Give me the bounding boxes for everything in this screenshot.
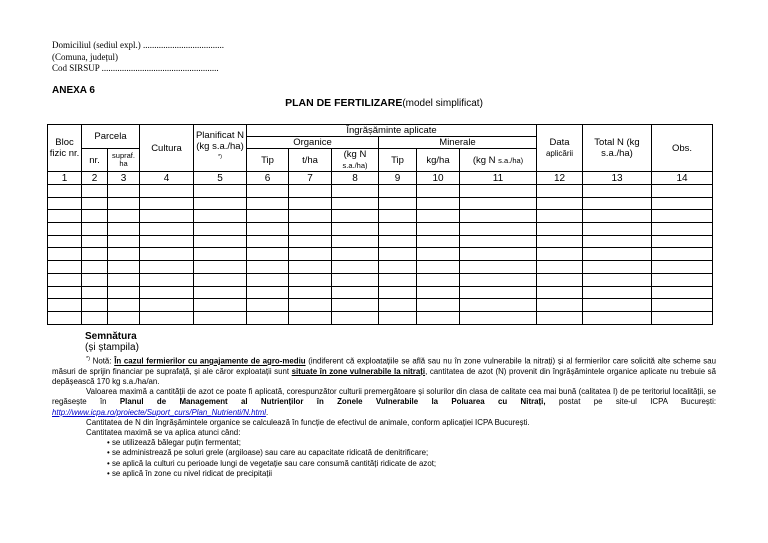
table-cell[interactable] [82, 286, 108, 299]
header-min-kgn [460, 149, 537, 172]
table-cell[interactable] [379, 299, 417, 312]
table-cell[interactable] [417, 299, 460, 312]
table-cell[interactable] [82, 197, 108, 210]
table-cell[interactable] [247, 299, 289, 312]
column-number-cell: 13 [583, 172, 652, 185]
table-cell[interactable] [82, 299, 108, 312]
table-cell[interactable] [140, 223, 194, 236]
table-row [48, 185, 713, 198]
table-cell[interactable] [583, 286, 652, 299]
table-cell[interactable] [48, 210, 82, 223]
table-cell[interactable] [332, 185, 379, 198]
table-cell[interactable] [417, 261, 460, 274]
column-number-cell: 12 [537, 172, 583, 185]
table-row [48, 286, 713, 299]
table-cell[interactable] [379, 311, 417, 324]
table-cell[interactable] [140, 235, 194, 248]
column-number-cell: 1 [48, 172, 82, 185]
column-number-cell: 10 [417, 172, 460, 185]
column-number-cell: 5 [194, 172, 247, 185]
column-number-cell: 4 [140, 172, 194, 185]
table-cell[interactable] [108, 311, 140, 324]
table-cell[interactable] [583, 311, 652, 324]
table-cell[interactable] [140, 299, 194, 312]
table-cell[interactable] [583, 210, 652, 223]
table-cell[interactable] [108, 235, 140, 248]
table-cell[interactable] [108, 210, 140, 223]
table-cell[interactable] [82, 235, 108, 248]
table-cell[interactable] [247, 210, 289, 223]
table-row [48, 197, 713, 210]
table-cell[interactable] [82, 223, 108, 236]
icpa-link[interactable]: http://www.icpa.ro/proiecte/Suport_curs/Plan_Nutrienti/N.html [52, 407, 267, 417]
table-cell[interactable] [194, 235, 247, 248]
column-number-row [48, 172, 713, 185]
table-cell[interactable] [289, 273, 332, 286]
header-parcela: Parcela [82, 125, 140, 149]
note2-text: Valoarea maximă a cantității de azot ce poate fi aplicată, corespunzător culturii premergătoare și solurilor din clasa de calitate cea mai bună (calitatea I) de pe teritoriul localității, se regăsește în [52, 387, 716, 407]
title-subtitle: (model simplificat) [402, 98, 483, 109]
header-total-n: Total N (kg s.a./ha) [583, 125, 652, 172]
table-cell[interactable] [108, 261, 140, 274]
table-cell[interactable] [108, 185, 140, 198]
note2-plan-title: Planul de Management al Nutrienților în Zonele Vulnerabile la Poluarea cu Nitrați, [119, 397, 546, 407]
table-cell[interactable] [379, 197, 417, 210]
table-cell[interactable] [247, 235, 289, 248]
table-cell[interactable] [108, 286, 140, 299]
table-cell[interactable] [332, 286, 379, 299]
note2-end: . [266, 407, 269, 417]
table-cell[interactable] [48, 235, 82, 248]
table-cell[interactable] [289, 197, 332, 210]
notes-section [52, 354, 716, 479]
table-cell[interactable] [247, 273, 289, 286]
column-number-cell: 3 [108, 172, 140, 185]
table-cell[interactable] [460, 273, 537, 286]
table-cell[interactable] [48, 185, 82, 198]
table-cell[interactable] [652, 311, 713, 324]
table-cell[interactable] [537, 248, 583, 261]
table-cell[interactable] [48, 248, 82, 261]
table-cell[interactable] [417, 197, 460, 210]
table-cell[interactable] [289, 311, 332, 324]
table-cell[interactable] [652, 248, 713, 261]
table-cell[interactable] [417, 311, 460, 324]
table-cell[interactable] [460, 286, 537, 299]
table-cell[interactable] [652, 197, 713, 210]
table-cell[interactable] [537, 185, 583, 198]
table-cell[interactable] [247, 248, 289, 261]
table-cell[interactable] [140, 248, 194, 261]
table-cell[interactable] [460, 248, 537, 261]
table-cell[interactable] [289, 210, 332, 223]
table-cell[interactable] [194, 185, 247, 198]
min-kgn-unit: s.a./ha) [498, 155, 524, 165]
table-cell[interactable] [652, 235, 713, 248]
table-cell[interactable] [537, 223, 583, 236]
planificat-label: Planificat N (kg s.a./ha) [195, 130, 245, 153]
table-cell[interactable] [460, 235, 537, 248]
column-number-cell: 2 [82, 172, 108, 185]
data-label: Data [549, 137, 570, 148]
table-cell[interactable] [652, 299, 713, 312]
table-cell[interactable] [417, 185, 460, 198]
table-cell[interactable] [82, 311, 108, 324]
table-cell[interactable] [332, 235, 379, 248]
table-cell[interactable] [460, 197, 537, 210]
note-mark: *) [86, 356, 90, 362]
header-org-tha: t/ha [289, 149, 332, 172]
table-cell[interactable] [108, 223, 140, 236]
table-cell[interactable] [379, 235, 417, 248]
table-cell[interactable] [583, 197, 652, 210]
table-cell[interactable] [379, 286, 417, 299]
table-cell[interactable] [82, 210, 108, 223]
signature-block [85, 331, 139, 353]
table-cell[interactable] [247, 185, 289, 198]
column-number-cell: 11 [460, 172, 537, 185]
note1-end: , cantitatea de azot (N) provenit din îngrășămintele organice aplicate nu trebuie să depășească 170 kg s.a./ha/an. [52, 366, 716, 387]
header-data [537, 125, 583, 172]
table-row [48, 248, 713, 261]
table-cell[interactable] [194, 273, 247, 286]
table-cell[interactable] [379, 185, 417, 198]
table-cell[interactable] [289, 286, 332, 299]
table-cell[interactable] [417, 286, 460, 299]
signature-label: Semnătura [85, 331, 137, 342]
column-number-cell: 9 [379, 172, 417, 185]
table-cell[interactable] [289, 299, 332, 312]
conditions-list [52, 438, 716, 479]
condition-item: • se aplică în zone cu nivel ridicat de precipitații [52, 469, 716, 479]
table-cell[interactable] [140, 311, 194, 324]
table-cell[interactable] [247, 311, 289, 324]
note1-intro: Notă: [89, 356, 115, 366]
table-cell[interactable] [652, 185, 713, 198]
table-cell[interactable] [194, 311, 247, 324]
header-org-tip: Tip [247, 149, 289, 172]
table-row [48, 210, 713, 223]
table-cell[interactable] [247, 286, 289, 299]
table-cell[interactable] [140, 210, 194, 223]
note1-agro-mediu: În cazul fermierilor cu angajamente de agro-mediu [114, 356, 306, 366]
table-cell[interactable] [537, 235, 583, 248]
note-paragraph-2 [52, 387, 716, 418]
table-cell[interactable] [417, 223, 460, 236]
condition-item: • se administrează pe soluri grele (argiloase) sau care au capacitate ridicată de denitrificare; [52, 448, 716, 458]
header-obs: Obs. [652, 125, 713, 172]
note-paragraph-1 [52, 354, 716, 387]
table-cell[interactable] [332, 223, 379, 236]
table-cell[interactable] [140, 197, 194, 210]
table-cell[interactable] [583, 248, 652, 261]
table-row [48, 311, 713, 324]
table-cell[interactable] [379, 261, 417, 274]
table-cell[interactable] [194, 261, 247, 274]
column-number-cell: 14 [652, 172, 713, 185]
table-row [48, 299, 713, 312]
note1-text: (indiferent că exploatațiile se află sau nu în zone vulnerabile la nitrați) și al fermierilor care solicită alte scheme sau măsuri de sprijin financiar pe suprafață, și ale căror exploatații sunt [52, 356, 716, 376]
page-title [0, 97, 768, 109]
table-cell[interactable] [417, 248, 460, 261]
table-cell[interactable] [194, 223, 247, 236]
note-paragraph-4: Cantitatea maximă se va aplica atunci când: [86, 428, 241, 438]
table-cell[interactable] [417, 210, 460, 223]
table-cell[interactable] [48, 197, 82, 210]
table-cell[interactable] [332, 197, 379, 210]
table-cell[interactable] [379, 248, 417, 261]
table-cell[interactable] [332, 311, 379, 324]
min-kgn-label: (kg N [472, 154, 496, 166]
table-cell[interactable] [537, 210, 583, 223]
table-cell[interactable] [583, 299, 652, 312]
note1-zone-vulnerabile: situate în zone vulnerabile la nitrați [291, 366, 426, 376]
table-cell[interactable] [652, 261, 713, 274]
commune-county-line: (Comuna, județul) [52, 52, 118, 62]
table-cell[interactable] [48, 261, 82, 274]
table-cell[interactable] [289, 261, 332, 274]
table-cell[interactable] [108, 273, 140, 286]
table-cell[interactable] [247, 261, 289, 274]
header-parcela-nr: nr. [82, 149, 108, 172]
header-org-kgn [332, 149, 379, 172]
table-cell[interactable] [289, 223, 332, 236]
table-cell[interactable] [537, 273, 583, 286]
org-kgn-label: (kg N [343, 149, 367, 160]
header-bloc-fizic: Bloc fizic nr. [48, 125, 82, 172]
header-planificat-n [194, 125, 247, 172]
table-row [48, 273, 713, 286]
table-cell[interactable] [379, 210, 417, 223]
table-cell[interactable] [652, 210, 713, 223]
table-cell[interactable] [583, 273, 652, 286]
table-cell[interactable] [332, 299, 379, 312]
table-cell[interactable] [140, 185, 194, 198]
table-cell[interactable] [194, 210, 247, 223]
table-cell[interactable] [48, 299, 82, 312]
header-ingrasaminte: Îngrășăminte aplicate [247, 125, 537, 137]
header-parcela-supraf: supraf. ha [108, 149, 140, 172]
table-cell[interactable] [460, 185, 537, 198]
table-cell[interactable] [48, 286, 82, 299]
table-cell[interactable] [194, 286, 247, 299]
table-cell[interactable] [194, 197, 247, 210]
table-row [48, 223, 713, 236]
sirsup-code-line: Cod SIRSUP .................................................... [52, 63, 219, 73]
column-number-cell: 8 [332, 172, 379, 185]
table-cell[interactable] [289, 248, 332, 261]
condition-item: • se aplică la culturi cu perioade lungi de vegetație sau care consumă cantități ridicate de azot; [52, 459, 716, 469]
table-cell[interactable] [332, 273, 379, 286]
table-cell[interactable] [652, 273, 713, 286]
table-cell[interactable] [332, 248, 379, 261]
table-cell[interactable] [583, 223, 652, 236]
header-cultura: Cultura [140, 125, 194, 172]
farm-address-line: Domiciliul (sediul expl.) .................................... [52, 40, 224, 50]
table-cell[interactable] [194, 299, 247, 312]
org-kgn-unit: s.a./ha) [342, 161, 368, 170]
table-row [48, 261, 713, 274]
table-cell[interactable] [194, 248, 247, 261]
table-cell[interactable] [460, 210, 537, 223]
stamp-label: (și ștampila) [85, 342, 139, 353]
table-cell[interactable] [417, 273, 460, 286]
table-cell[interactable] [247, 197, 289, 210]
table-cell[interactable] [460, 261, 537, 274]
table-cell[interactable] [417, 235, 460, 248]
table-cell[interactable] [332, 261, 379, 274]
table-cell[interactable] [537, 197, 583, 210]
note-paragraph-3: Cantitatea de N din îngrășămintele organice se calculează în funcție de efectivul de animale, conform aplicației ICPA București. [86, 417, 530, 427]
table-cell[interactable] [332, 210, 379, 223]
condition-item: • se utilizează bălegar puțin fermentat; [52, 438, 716, 448]
title-main: PLAN DE FERTILIZARE [285, 97, 403, 109]
table-cell[interactable] [108, 248, 140, 261]
table-cell[interactable] [140, 273, 194, 286]
table-cell[interactable] [289, 235, 332, 248]
header-minerale: Minerale [379, 137, 537, 149]
table-cell[interactable] [460, 311, 537, 324]
column-number-cell: 7 [289, 172, 332, 185]
table-row [48, 235, 713, 248]
table-cell[interactable] [48, 311, 82, 324]
table-cell[interactable] [48, 223, 82, 236]
table-cell[interactable] [289, 185, 332, 198]
table-cell[interactable] [82, 273, 108, 286]
table-cell[interactable] [537, 299, 583, 312]
fertilization-plan-table [47, 124, 713, 325]
table-cell[interactable] [247, 223, 289, 236]
table-cell[interactable] [537, 311, 583, 324]
column-number-cell: 6 [247, 172, 289, 185]
table-cell[interactable] [537, 286, 583, 299]
annex-label: ANEXA 6 [52, 85, 95, 96]
table-cell[interactable] [108, 299, 140, 312]
table-cell[interactable] [379, 273, 417, 286]
table-cell[interactable] [537, 261, 583, 274]
planificat-note-mark: *) [218, 154, 222, 161]
table-cell[interactable] [460, 299, 537, 312]
header-min-tip: Tip [379, 149, 417, 172]
table-cell[interactable] [82, 185, 108, 198]
table-cell[interactable] [140, 261, 194, 274]
table-cell[interactable] [652, 223, 713, 236]
table-cell[interactable] [48, 273, 82, 286]
table-cell[interactable] [140, 286, 194, 299]
table-cell[interactable] [379, 223, 417, 236]
note2-site: postat pe site-ul ICPA București: [545, 397, 717, 407]
table-cell[interactable] [82, 261, 108, 274]
table-cell[interactable] [82, 248, 108, 261]
table-cell[interactable] [652, 286, 713, 299]
header-min-kgha: kg/ha [417, 149, 460, 172]
table-cell[interactable] [460, 223, 537, 236]
table-cell[interactable] [108, 197, 140, 210]
table-cell[interactable] [583, 235, 652, 248]
header-organice: Organice [247, 137, 379, 149]
table-cell[interactable] [583, 185, 652, 198]
data-sublabel: aplicării [545, 149, 574, 158]
table-cell[interactable] [583, 261, 652, 274]
